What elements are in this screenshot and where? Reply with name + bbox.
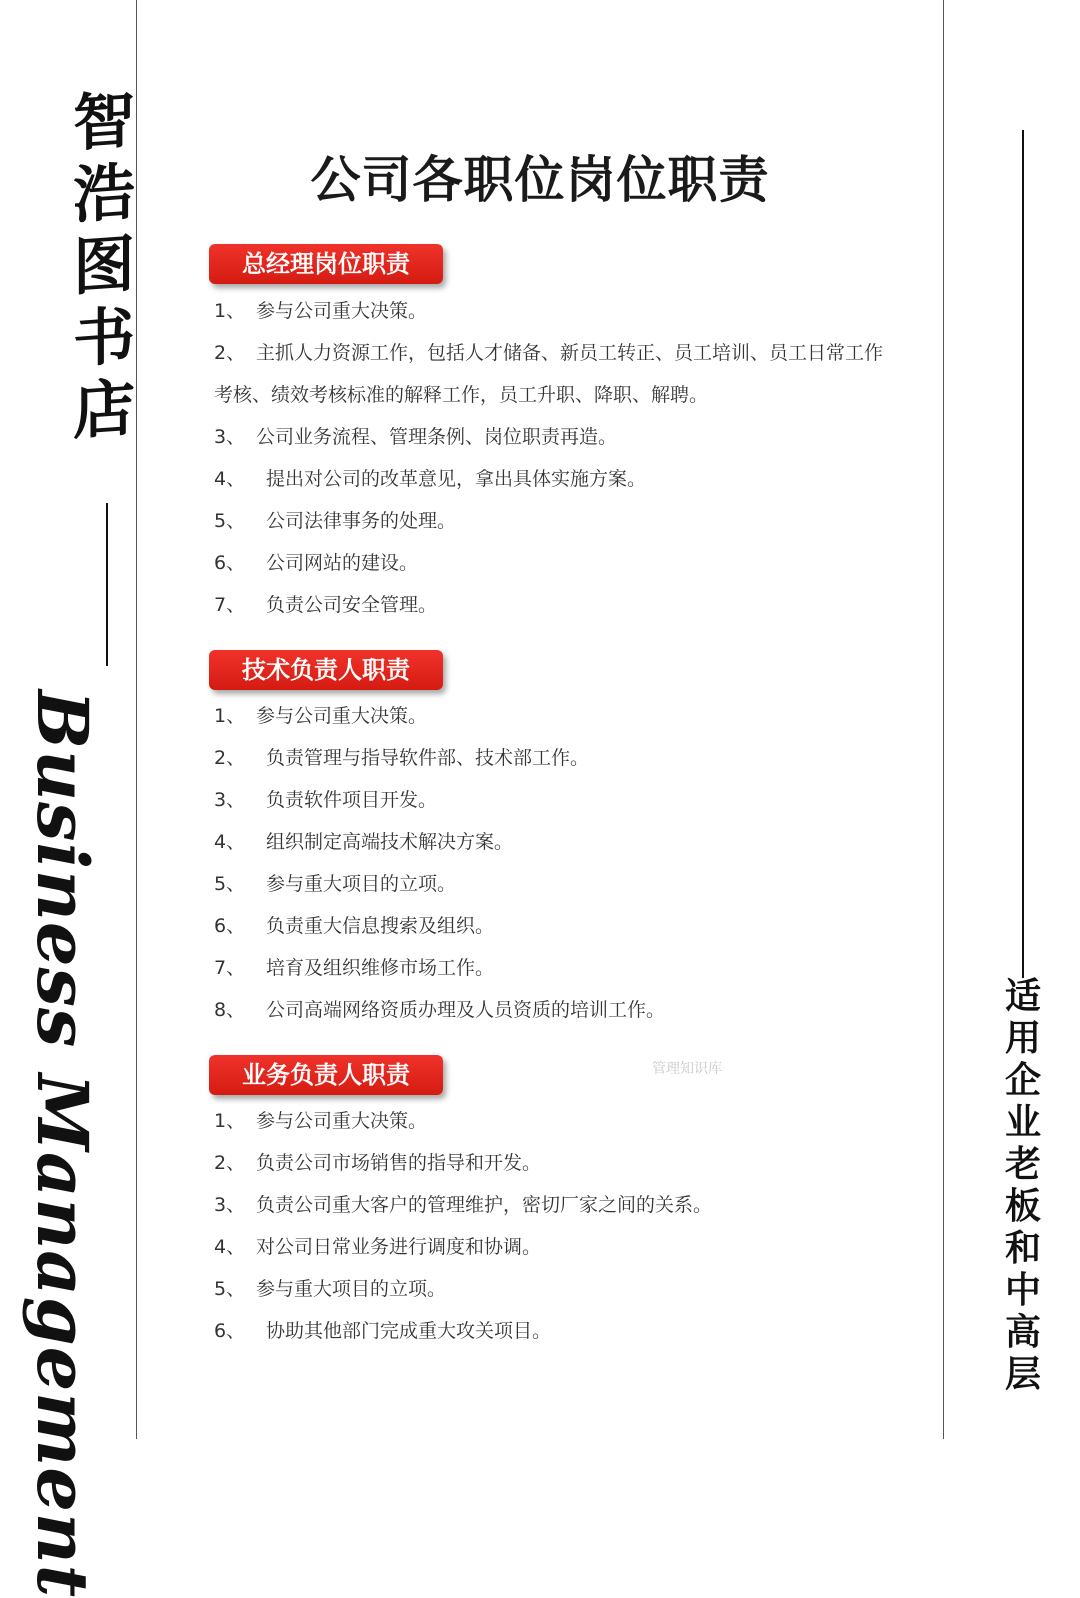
list-item bbox=[214, 779, 894, 821]
list-item bbox=[214, 458, 894, 500]
right-border-line bbox=[943, 0, 944, 1439]
audience-char: 用 bbox=[1004, 1017, 1041, 1059]
section-heading-gm: 总经理岗位职责 bbox=[209, 244, 443, 284]
list-item bbox=[214, 290, 894, 332]
item-number: 7、 bbox=[214, 594, 246, 616]
item-text: 负责重大信息搜索及组织。 bbox=[266, 915, 495, 937]
item-number: 4、 bbox=[214, 1236, 246, 1258]
item-number: 6、 bbox=[214, 552, 246, 574]
item-text: 组织制定高端技术解决方案。 bbox=[266, 831, 514, 853]
item-number: 1、 bbox=[214, 1110, 246, 1132]
list-item bbox=[214, 1100, 894, 1142]
item-text: 负责公司市场销售的指导和开发。 bbox=[256, 1152, 542, 1174]
item-text: 对公司日常业务进行调度和协调。 bbox=[256, 1236, 542, 1258]
list-item bbox=[214, 905, 894, 947]
list-item bbox=[214, 416, 894, 458]
list-item bbox=[214, 1268, 894, 1310]
item-text: 参与重大项目的立项。 bbox=[256, 1278, 447, 1300]
right-sidebar-line bbox=[1022, 130, 1024, 978]
list-item bbox=[214, 1310, 894, 1352]
shop-char: 图 bbox=[72, 226, 135, 305]
shop-char: 店 bbox=[72, 370, 135, 449]
item-text: 参与公司重大决策。 bbox=[256, 705, 428, 727]
watermark: 管理知识库 bbox=[652, 1061, 722, 1077]
audience-char: 高 bbox=[1004, 1311, 1041, 1353]
list-item bbox=[214, 863, 894, 905]
list-item bbox=[214, 695, 894, 737]
item-number: 5、 bbox=[214, 510, 246, 532]
item-text: 参与公司重大决策。 bbox=[256, 300, 428, 322]
item-number: 3、 bbox=[214, 789, 246, 811]
list-item bbox=[214, 1184, 894, 1226]
list-item bbox=[214, 500, 894, 542]
audience-char: 层 bbox=[1004, 1353, 1041, 1395]
shop-char: 书 bbox=[72, 298, 135, 377]
list-item bbox=[214, 542, 894, 584]
section-heading-tech: 技术负责人职责 bbox=[209, 650, 443, 690]
audience-char: 中 bbox=[1004, 1269, 1041, 1311]
list-item bbox=[214, 1142, 894, 1184]
list-item bbox=[214, 332, 894, 416]
item-text: 参与重大项目的立项。 bbox=[266, 873, 457, 895]
item-text: 培育及组织维修市场工作。 bbox=[266, 957, 495, 979]
item-number: 2、 bbox=[214, 342, 246, 364]
item-number: 3、 bbox=[214, 426, 246, 448]
item-number: 2、 bbox=[214, 1152, 246, 1174]
list-item bbox=[214, 584, 894, 626]
audience-vertical bbox=[998, 975, 1048, 1395]
item-text: 提出对公司的改革意见，拿出具体实施方案。 bbox=[266, 468, 647, 490]
item-text: 负责公司安全管理。 bbox=[266, 594, 438, 616]
item-text: 参与公司重大决策。 bbox=[256, 1110, 428, 1132]
item-number: 1、 bbox=[214, 705, 246, 727]
item-number: 4、 bbox=[214, 831, 246, 853]
tagline: Business Management bbox=[21, 690, 104, 1598]
item-number: 7、 bbox=[214, 957, 246, 979]
list-item bbox=[214, 1226, 894, 1268]
shop-char: 智 bbox=[72, 82, 135, 161]
item-text: 负责公司重大客户的管理维护，密切厂家之间的关系。 bbox=[256, 1194, 713, 1216]
audience-char: 企 bbox=[1004, 1059, 1041, 1101]
item-text: 公司法律事务的处理。 bbox=[266, 510, 457, 532]
item-text: 公司网站的建设。 bbox=[266, 552, 419, 574]
item-text: 公司高端网络资质办理及人员资质的培训工作。 bbox=[266, 999, 666, 1021]
item-number: 1、 bbox=[214, 300, 246, 322]
section-heading-business: 业务负责人职责 bbox=[209, 1055, 443, 1095]
item-number: 6、 bbox=[214, 1320, 246, 1342]
list-item bbox=[214, 947, 894, 989]
page-title: 公司各职位岗位职责 bbox=[310, 151, 770, 209]
item-text: 公司业务流程、管理条例、岗位职责再造。 bbox=[256, 426, 618, 448]
audience-char: 老 bbox=[1004, 1143, 1041, 1185]
item-text: 协助其他部门完成重大攻关项目。 bbox=[266, 1320, 552, 1342]
shop-name-vertical bbox=[72, 84, 136, 448]
left-border-line bbox=[136, 0, 137, 1439]
item-number: 8、 bbox=[214, 999, 246, 1021]
item-text: 主抓人力资源工作，包括人才储备、新员工转正、员工培训、员工日常工作考核、绩效考核标准的解释工作，员工升职、降职、解聘。 bbox=[214, 342, 884, 406]
sidebar-divider bbox=[106, 503, 108, 666]
item-number: 3、 bbox=[214, 1194, 246, 1216]
list-item bbox=[214, 737, 894, 779]
list-item bbox=[214, 821, 894, 863]
item-number: 6、 bbox=[214, 915, 246, 937]
audience-char: 板 bbox=[1004, 1185, 1041, 1227]
audience-char: 和 bbox=[1004, 1227, 1041, 1269]
audience-char: 适 bbox=[1004, 975, 1041, 1017]
item-number: 4、 bbox=[214, 468, 246, 490]
item-number: 2、 bbox=[214, 747, 246, 769]
item-number: 5、 bbox=[214, 873, 246, 895]
list-item bbox=[214, 989, 894, 1031]
item-text: 负责软件项目开发。 bbox=[266, 789, 438, 811]
item-text: 负责管理与指导软件部、技术部工作。 bbox=[266, 747, 590, 769]
shop-char: 浩 bbox=[72, 154, 135, 233]
audience-char: 业 bbox=[1004, 1101, 1041, 1143]
item-number: 5、 bbox=[214, 1278, 246, 1300]
